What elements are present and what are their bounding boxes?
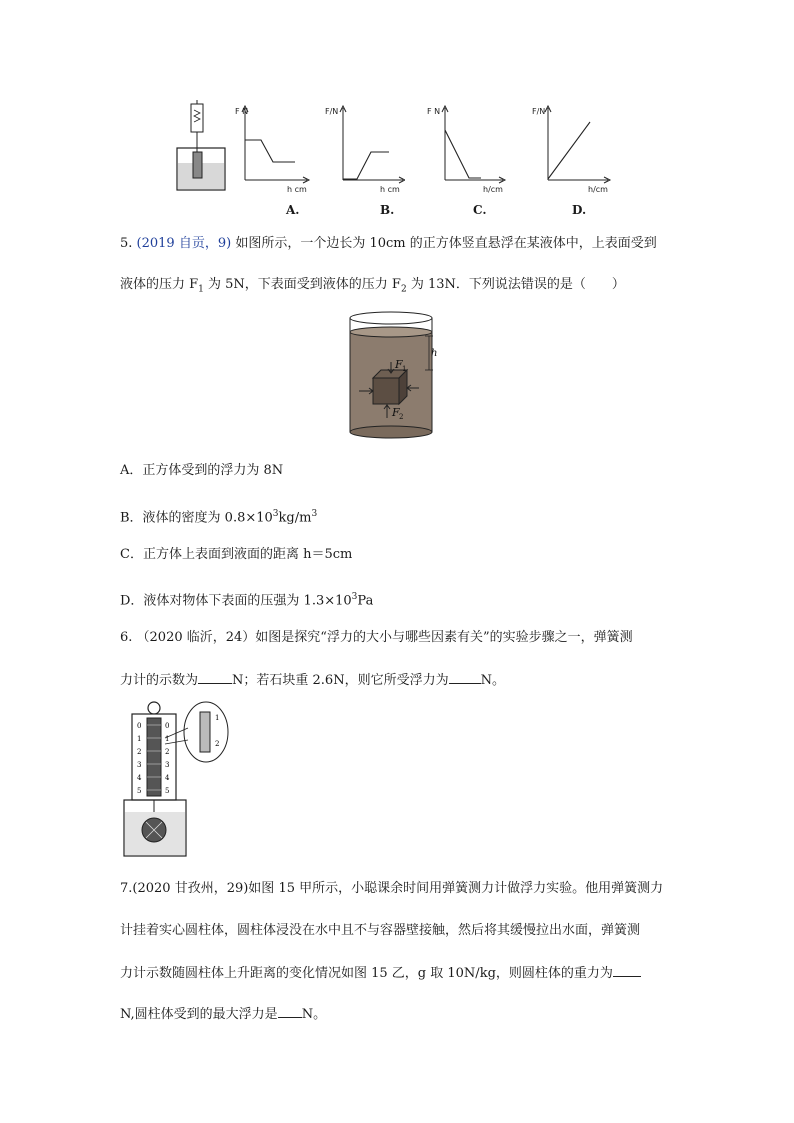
q5-source: (2019 自贡，9) bbox=[136, 236, 232, 251]
q5-option-c[interactable]: C．正方体上表面到液面的距离 h＝5cm bbox=[120, 547, 353, 562]
graph-a-x-label: h cm bbox=[287, 185, 307, 194]
graph-a bbox=[235, 100, 315, 195]
q6-blank-2[interactable] bbox=[449, 671, 481, 684]
graph-d-y-label: F/N bbox=[532, 107, 546, 116]
f2-label: F bbox=[392, 406, 400, 419]
q5-text-a: 液体的压力 F bbox=[120, 277, 199, 292]
q5-option-d[interactable] bbox=[120, 588, 373, 610]
graph-option-d[interactable]: D. bbox=[572, 203, 587, 217]
graph-c-y-label: F N bbox=[427, 107, 441, 116]
beaker-spring-scale-figure bbox=[170, 100, 232, 195]
q5-d-text: D．液体对物体下表面的压强为 1.3×10 bbox=[120, 593, 352, 609]
q6-text-a: 力计的示数为 bbox=[120, 673, 199, 688]
q5-b-unit: kg/m bbox=[278, 510, 312, 526]
q5-line1-text: 如图所示，一个边长为 10cm 的正方体竖直悬浮在某液体中，上表面受到 bbox=[231, 236, 657, 251]
scale-number-left: 4 bbox=[137, 774, 142, 782]
q5-option-a[interactable]: A．正方体受到的浮力为 8N bbox=[120, 463, 284, 478]
q5-d-unit: Pa bbox=[357, 593, 374, 609]
graph-b-y-label: F/N bbox=[325, 107, 339, 116]
q6-line-1: 6. （2020 临沂，24）如图是探究“浮力的大小与哪些因素有关”的实验步骤之一，弹簧测 bbox=[120, 630, 633, 645]
spring-scale-stone-figure bbox=[118, 700, 240, 860]
q7-text-b: N,圆柱体受到的最大浮力是 bbox=[120, 1007, 278, 1022]
scale-number-right: 4 bbox=[165, 774, 170, 782]
graph-option-b[interactable]: B. bbox=[380, 203, 395, 217]
q7-text-a: 力计示数随圆柱体上升距离的变化情况如图 15 乙，g 取 10N/kg，则圆柱体的重力为 bbox=[120, 966, 613, 981]
q5-b-sup2: 3 bbox=[311, 509, 318, 519]
h-label: h bbox=[431, 348, 438, 359]
q6-blank-1[interactable] bbox=[198, 671, 232, 684]
scale-number-left: 2 bbox=[137, 748, 142, 756]
q5-b-text: B．液体的密度为 0.8×10 bbox=[120, 510, 273, 526]
graph-b-x-label: h cm bbox=[380, 185, 400, 194]
graph-option-c[interactable]: C. bbox=[473, 203, 487, 217]
q5-text-b: 为 5N，下表面受到液体的压力 F bbox=[203, 277, 401, 292]
q5-b-sup1: 3 bbox=[272, 509, 279, 519]
graph-option-a[interactable]: A. bbox=[286, 203, 300, 217]
scale-number-left: 5 bbox=[137, 787, 142, 795]
scale-number-left: 3 bbox=[137, 761, 142, 769]
scale-number-left: 1 bbox=[137, 735, 142, 743]
q6-line-2 bbox=[120, 671, 505, 690]
q5-line-2 bbox=[120, 276, 625, 299]
graph-c bbox=[425, 100, 507, 195]
graph-d-x-label: h/cm bbox=[588, 185, 608, 194]
q5-option-b[interactable] bbox=[120, 505, 317, 527]
graph-c-x-label: h/cm bbox=[483, 185, 503, 194]
scale-number-right: 0 bbox=[165, 722, 170, 730]
q5-d-sup: 3 bbox=[351, 592, 358, 602]
q5-sub-1: 1 bbox=[198, 284, 204, 295]
q5-number: 5. bbox=[120, 236, 137, 251]
zoom-number: 1 bbox=[215, 714, 220, 722]
f1-sub: 1 bbox=[402, 365, 407, 373]
q5-text-c: 为 13N．下列说法错误的是（ ） bbox=[406, 277, 625, 292]
q5-line-1 bbox=[120, 235, 657, 253]
scale-number-right: 2 bbox=[165, 748, 170, 756]
f2-sub: 2 bbox=[399, 413, 404, 421]
scale-number-right: 5 bbox=[165, 787, 170, 795]
q6-text-b: N；若石块重 2.6N，则它所受浮力为 bbox=[232, 673, 449, 688]
graph-b bbox=[325, 100, 405, 195]
f1-label: F bbox=[395, 358, 403, 371]
q7-line-3 bbox=[120, 964, 641, 983]
graph-a-y-label: F N bbox=[235, 107, 249, 116]
scale-number-right: 1 bbox=[165, 735, 170, 743]
scale-number-left: 0 bbox=[137, 722, 142, 730]
q7-blank-2[interactable] bbox=[278, 1005, 302, 1018]
graph-d bbox=[530, 100, 612, 195]
scale-number-right: 3 bbox=[165, 761, 170, 769]
q5-sub-2: 2 bbox=[400, 284, 407, 295]
zoom-number: 2 bbox=[215, 740, 220, 748]
q7-text-c: N。 bbox=[301, 1007, 327, 1022]
q7-line-4 bbox=[120, 1005, 326, 1024]
q6-text-c: N。 bbox=[480, 673, 505, 688]
cylinder-cube-figure bbox=[345, 310, 450, 442]
q7-blank-1[interactable] bbox=[613, 964, 641, 977]
q7-line-1: 7.(2020 甘孜州，29)如图 15 甲所示，小聪课余时间用弹簧测力计做浮力实验。他用弹簧测力 bbox=[120, 881, 664, 896]
q7-line-2: 计挂着实心圆柱体，圆柱体浸没在水中且不与容器壁接触，然后将其缓慢拉出水面，弹簧测 bbox=[120, 923, 641, 938]
